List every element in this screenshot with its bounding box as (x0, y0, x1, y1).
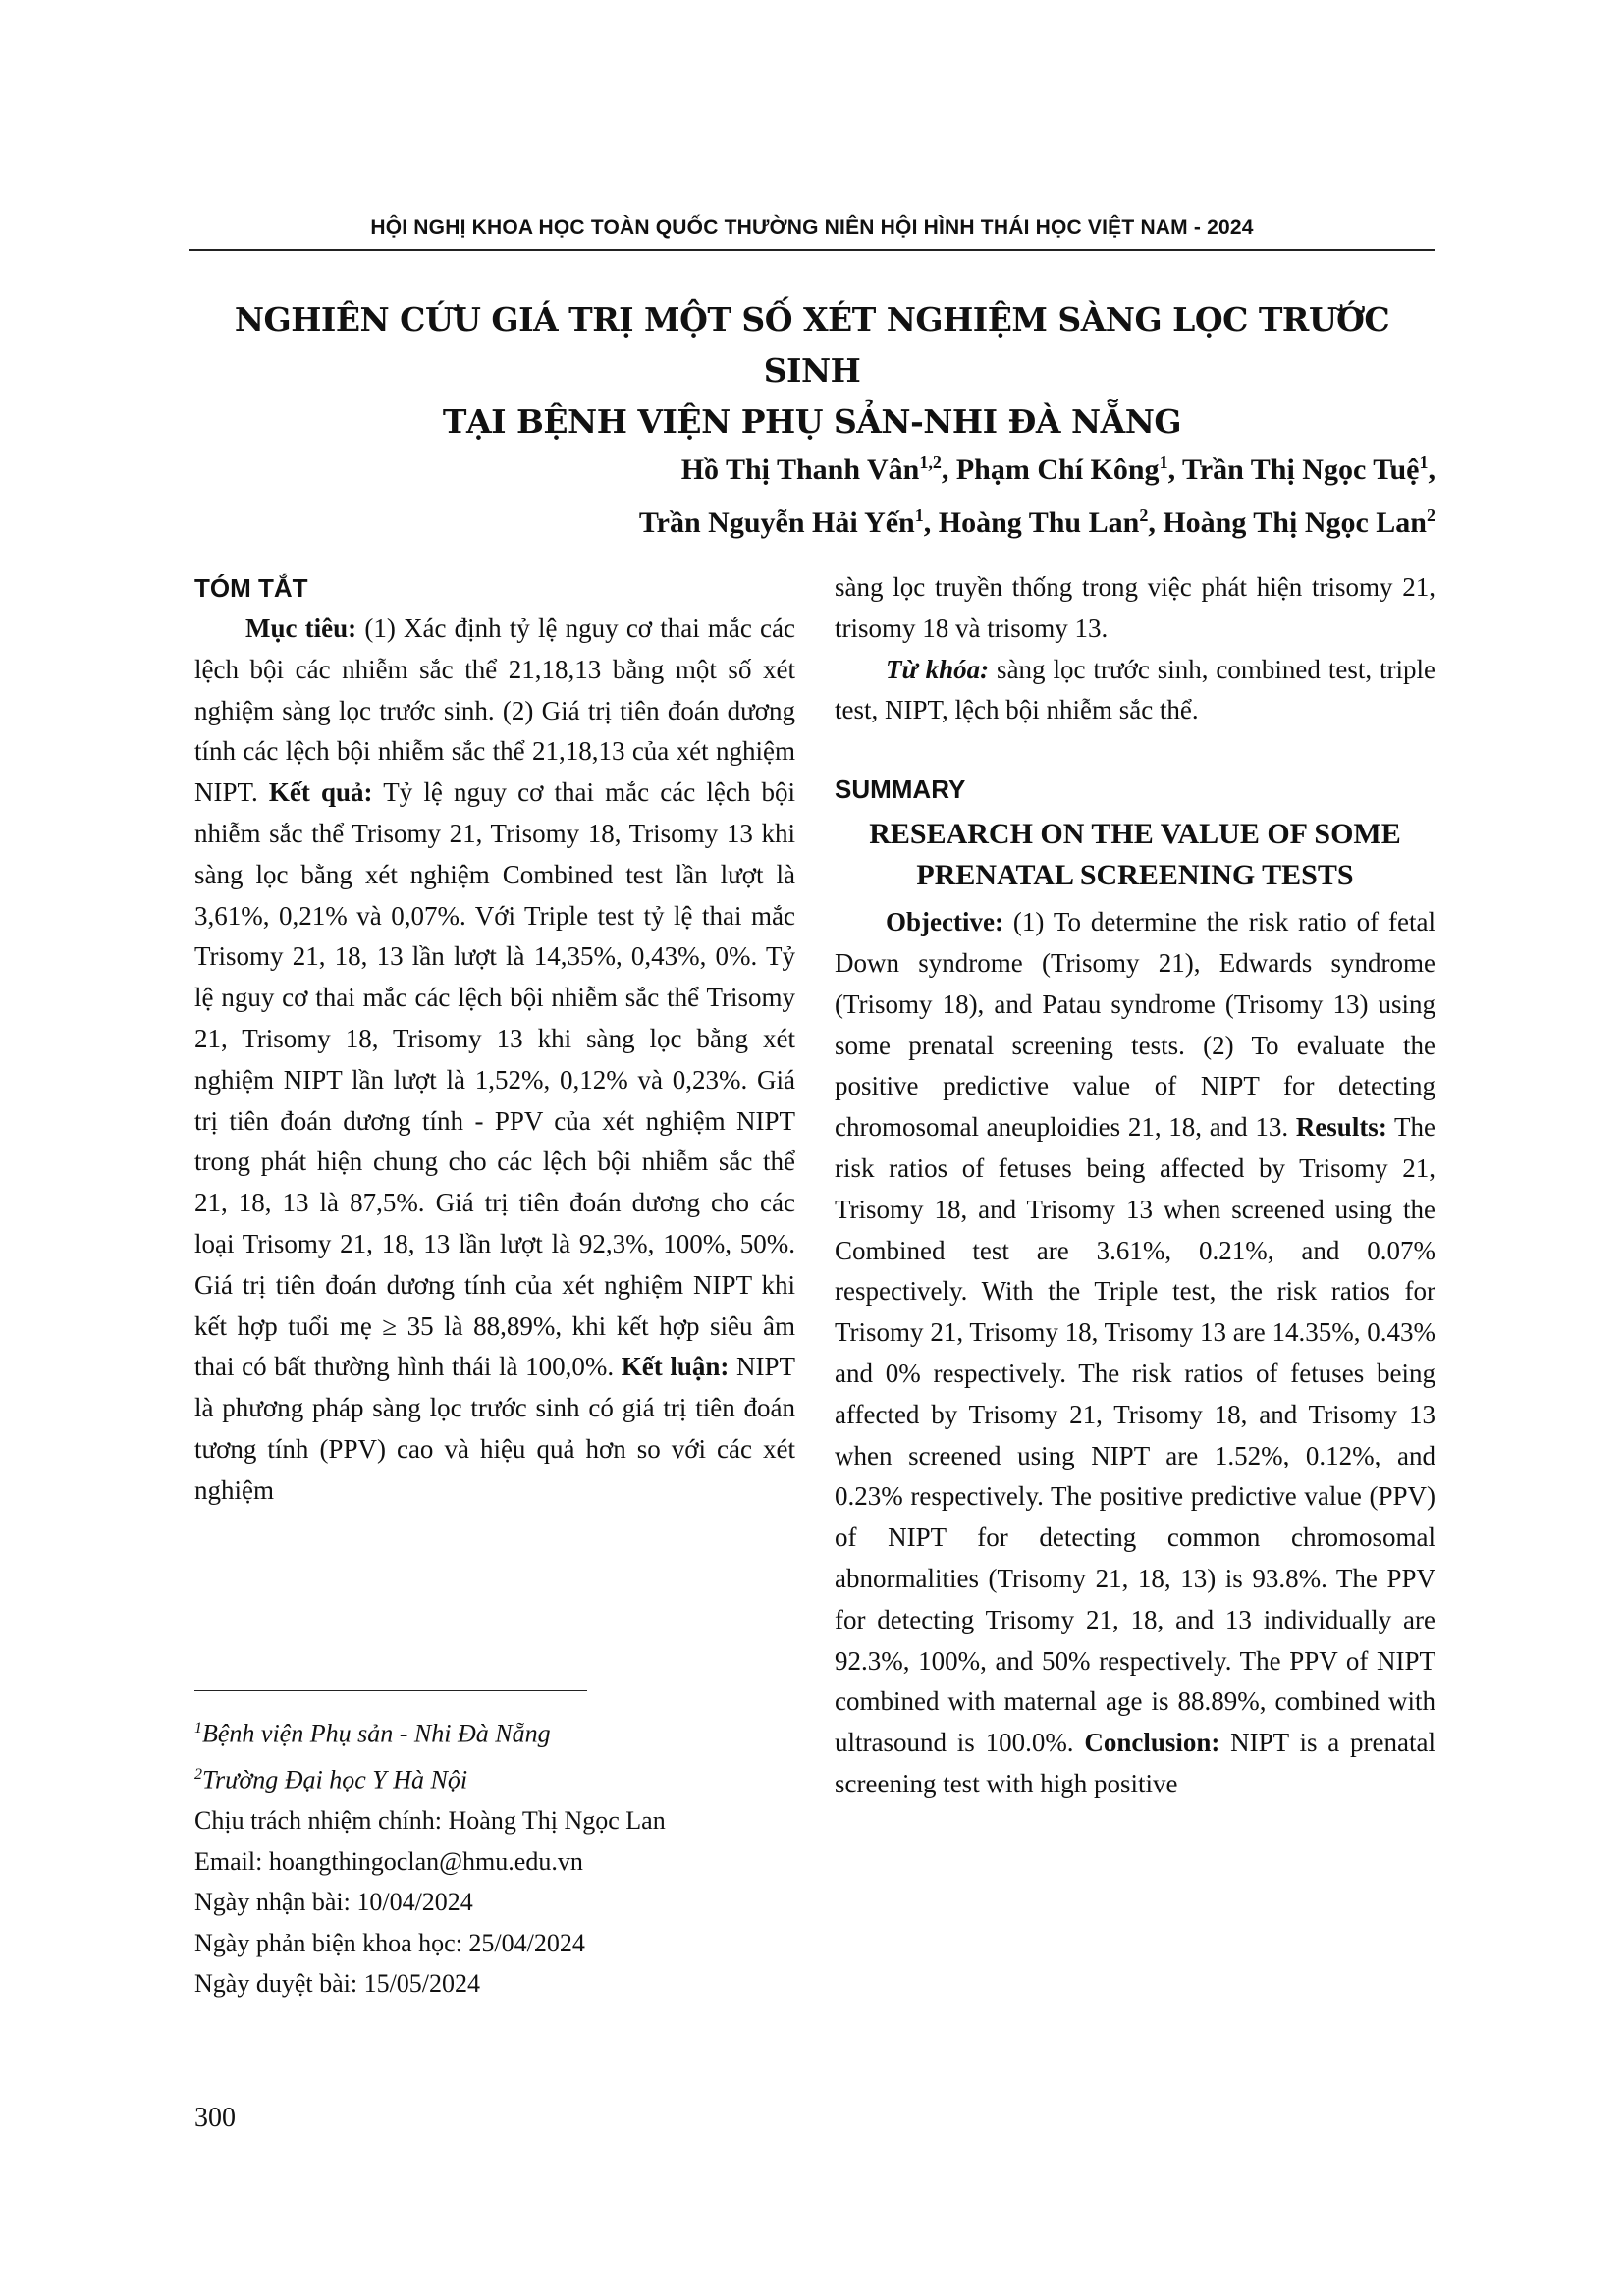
keywords-label: Từ khóa: (886, 654, 990, 684)
author-name: Phạm Chí Kông (955, 454, 1160, 486)
page-number: 300 (194, 2103, 236, 2133)
footnote-rule (194, 1690, 587, 1691)
running-head: HỘI NGHỊ KHOA HỌC TOÀN QUỐC THƯỜNG NIÊN HỘI HÌNH THÁI HỌC VIỆT NAM - 2024 (370, 216, 1254, 239)
contact-email: Email: hoangthingoclan@hmu.edu.vn (194, 1846, 583, 1876)
affiliation-1 (194, 1708, 795, 1754)
author-line-1: Hồ Thị Thanh Vân$^{1,2}$, Phạm Chí Kông$^1$, Trần Thị Ngọc Tuệ$^1$, (680, 453, 1435, 486)
objective-label: Mục tiêu: (245, 614, 357, 643)
keywords-text: sàng lọc trước sinh, combined test, triple test, NIPT, lệch bội nhiễm sắc thể. (835, 654, 1435, 725)
author-affiliation: 1 (1159, 453, 1168, 472)
abstract-vi-continuation (835, 567, 1435, 650)
conclusion-label: Conclusion: (1084, 1728, 1220, 1758)
abstract-vi-body (194, 609, 795, 1512)
author-name: Hoàng Thu Lan (938, 507, 1140, 539)
article-title (189, 294, 1435, 448)
objective-text: (1) To determine the risk ratio of fetal Down syndrome (Trisomy 21), Edwards syndrome (Trisomy 18), and Patau syndrome (Trisomy 13) using some prenatal screening tests. (2) To evaluate the positive predictive value of NIPT for detecting chromosomal aneuploidies 21, 18, and 13. (835, 907, 1435, 1143)
author-list (639, 440, 1435, 546)
objective-label: Objective: (886, 907, 1003, 937)
author-affiliation: 1,2 (919, 453, 942, 472)
author-line-2: Trần Nguyễn Hải Yến$^1$, Hoàng Thu Lan$^2$, Hoàng Thị Ngọc Lan$^2$ (638, 506, 1435, 539)
keywords (835, 650, 1435, 732)
conclusion-text: NIPT is a prenatal screening test with high positive (835, 1728, 1435, 1798)
abstract-en-title: RESEARCH ON THE VALUE OF SOME PRENATAL SCREENING TESTS (869, 818, 1401, 892)
conclusion-text: NIPT là phương pháp sàng lọc trước sinh có giá trị tiên đoán tương tính (PPV) cao và hiệu quả hơn so với các xét nghiệm (194, 1352, 795, 1505)
title-line-1: NGHIÊN CỨU GIÁ TRỊ MỘT SỐ XÉT NGHIỆM SÀNG LỌC TRƯỚC SINH (234, 300, 1390, 390)
affiliation-text: Bệnh viện Phụ sản - Nhi Đà Nẵng (202, 1719, 551, 1748)
author-name: Trần Nguyễn Hải Yến (638, 507, 915, 539)
affiliation-2 (194, 1754, 795, 1800)
results-text: Tỷ lệ nguy cơ thai mắc các lệch bội nhiễm sắc thể Trisomy 21, Trisomy 18, Trisomy 13 khi sàng lọc bằng xét nghiệm Combined test lần lượt là 3,61%, 0,21% và 0,07%. Với Triple test tỷ lệ thai mắc Trisomy 21, 18, 13 lần lượt là 14,35%, 0,43%, 0%. Tỷ lệ nguy cơ thai mắc các lệch bội nhiễm sắc thể Trisomy 21, Trisomy 18, Trisomy 13 khi sàng lọc bằng xét nghiệm NIPT lần lượt là 1,52%, 0,12% và 0,23%. Giá trị tiên đoán dương tính - PPV của xét nghiệm NIPT trong phát hiện chung cho các lệch bội nhiễm sắc thể 21, 18, 13 là 87,5%. Giá trị tiên đoán dương cho các loại Trisomy 21, 18, 13 lần lượt là 92,3%, 100%, 50%. Giá trị tiên đoán dương tính của xét nghiệm NIPT khi kết hợp tuổi mẹ ≥ 35 là 88,89%, khi kết hợp siêu âm thai có bất thường hình thái là 100,0%. (194, 777, 796, 1382)
right-column (835, 567, 1435, 1805)
spacer (835, 731, 1435, 769)
author-affiliation: 2 (1139, 506, 1149, 525)
affiliation-number: 1 (194, 1720, 202, 1736)
abstract-en-heading: SUMMARY (835, 774, 966, 805)
author-affiliation: 1 (1419, 453, 1429, 472)
corresponding-author: Chịu trách nhiệm chính: Hoàng Thị Ngọc Lan (194, 1806, 666, 1836)
conclusion-continuation-placeholder: sàng lọc truyền thống trong việc phát hiện trisomy 21, trisomy 18 và trisomy 13. (835, 572, 1435, 643)
accepted-date: Ngày duyệt bài: 15/05/2024 (194, 1969, 481, 1999)
affiliation-text: Trường Đại học Y Hà Nội (202, 1765, 468, 1794)
objective-text: (1) Xác định tỷ lệ nguy cơ thai mắc các lệch bội các nhiễm sắc thể 21,18,13 bằng một số xét nghiệm sàng lọc trước sinh. (2) Giá trị tiên đoán dương tính các lệch bội nhiễm sắc thể 21,18,13 của xét nghiệm NIPT. (194, 614, 796, 808)
conclusion-label: Kết luận: (621, 1352, 730, 1382)
results-label: Kết quả: (268, 777, 373, 808)
affiliation-number: 2 (194, 1766, 202, 1784)
author-affiliation: 2 (1427, 506, 1435, 525)
author-name: Hoàng Thị Ngọc Lan (1163, 507, 1427, 539)
reviewed-date: Ngày phản biện khoa học: 25/04/2024 (194, 1928, 585, 1957)
author-name: Trần Thị Ngọc Tuệ (1182, 454, 1420, 486)
author-name: Hồ Thị Thanh Vân (680, 454, 920, 486)
title-line-2: TẠI BỆNH VIỆN PHỤ SẢN-NHI ĐÀ NẴNG (442, 402, 1182, 441)
left-column (194, 567, 795, 1512)
abstract-en-body (835, 902, 1435, 1805)
results-text: The risk ratios of fetuses being affected by Trisomy 21, Trisomy 18, and Trisomy 13 when screened using the Combined test are 3.61%, 0.21%, and 0.07% respectively. With the Triple test, the risk ratios for Trisomy 21, Trisomy 18, Trisomy 13 are 14.35%, 0.43% and 0% respectively. The risk ratios of fetuses being affected by Trisomy 21, Trisomy 18, and Trisomy 13 when screened using NIPT are 1.52%, 0.12%, and 0.23% respectively. The positive predictive value (PPV) of NIPT for detecting common chromosomal abnormalities (Trisomy 21, 18, 13) is 93.8%. The PPV for detecting Trisomy 21, 18, and 13 individually are 92.3%, 100%, and 50% respectively. The PPV of NIPT combined with maternal age is 88.89%, combined with ultrasound is 100.0%. (835, 1112, 1435, 1758)
abstract-vi-heading: TÓM TẮT (194, 573, 308, 603)
header-rule (189, 249, 1435, 251)
footnotes (194, 1708, 795, 2004)
results-label: Results: (1295, 1112, 1387, 1143)
author-affiliation: 1 (914, 506, 924, 525)
received-date: Ngày nhận bài: 10/04/2024 (194, 1888, 473, 1917)
